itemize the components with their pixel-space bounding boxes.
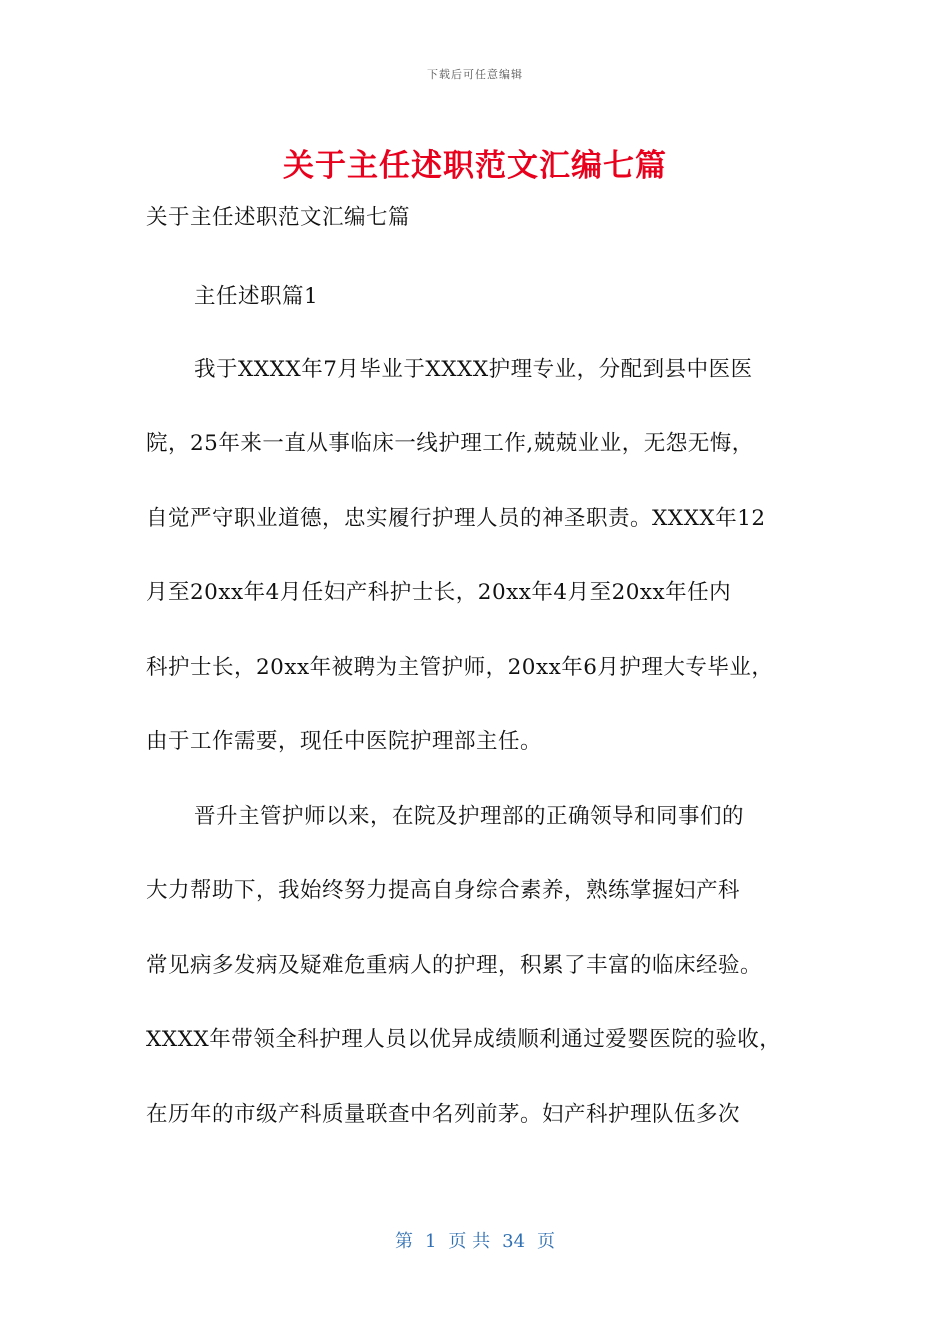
paragraph-line: 月至20xx年4月任妇产科护士长，20xx年4月至20xx年任内 <box>146 580 732 605</box>
paragraph-line: 晋升主管护师以来，在院及护理部的正确领导和同事们的 <box>194 804 745 829</box>
footer-prefix: 第 <box>394 1231 413 1252</box>
footer-total-pages: 34 <box>502 1231 526 1252</box>
page-header-note: 下载后可任意编辑 <box>427 68 523 81</box>
footer-suffix: 页 <box>537 1231 556 1252</box>
document-title: 关于主任述职范文汇编七篇 <box>283 148 667 184</box>
section-heading: 主任述职篇1 <box>194 284 319 309</box>
paragraph-line: 我于XXXX年7月毕业于XXXX护理专业，分配到县中医医 <box>194 357 753 382</box>
paragraph-line: 大力帮助下，我始终努力提高自身综合素养，熟练掌握妇产科 <box>146 878 741 903</box>
paragraph-line: XXXX年带领全科护理人员以优异成绩顺利通过爱婴医院的验收， <box>146 1027 782 1052</box>
paragraph-line: 在历年的市级产科质量联查中名列前茅。妇产科护理队伍多次 <box>146 1102 741 1127</box>
footer-current-page: 1 <box>424 1231 437 1252</box>
document-subtitle: 关于主任述职范文汇编七篇 <box>146 205 411 230</box>
paragraph-line: 院，25年来一直从事临床一线护理工作,兢兢业业，无怨无悔， <box>146 431 754 456</box>
paragraph-line: 常见病多发病及疑难危重病人的护理，积累了丰富的临床经验。 <box>146 953 763 978</box>
paragraph-line: 科护士长，20xx年被聘为主管护师，20xx年6月护理大专毕业， <box>146 655 774 680</box>
page-number-footer <box>0 1227 950 1253</box>
footer-middle: 页 共 <box>448 1231 491 1252</box>
paragraph-line: 自觉严守职业道德，忠实履行护理人员的神圣职责。XXXX年12 <box>146 506 766 531</box>
paragraph-line: 由于工作需要，现任中医院护理部主任。 <box>146 729 543 754</box>
